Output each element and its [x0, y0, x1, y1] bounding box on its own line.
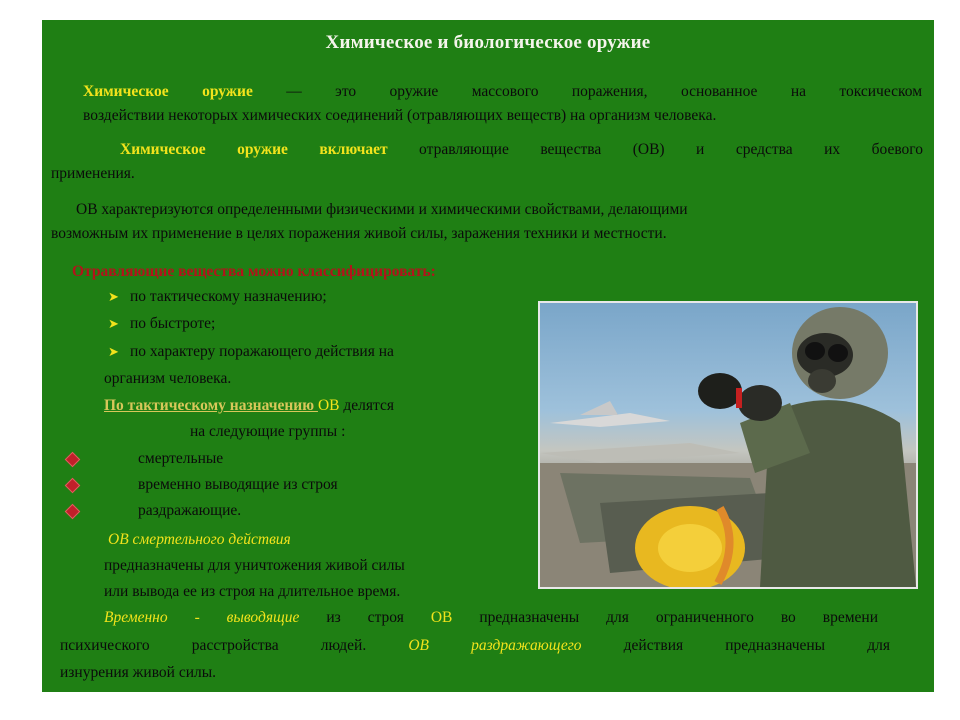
- soldier-gas-mask-photo: [538, 301, 918, 589]
- slide-title: Химическое и биологическое оружие: [325, 32, 651, 53]
- properties-line-1: ОВ характеризуются определенными физическими и химическими свойствами, делающими: [76, 201, 688, 218]
- final-term-2: ОВ раздражающего: [408, 637, 582, 654]
- definition-term: Химическое оружие: [83, 83, 253, 100]
- slide: [42, 20, 934, 692]
- diamond-bullet-icon: [65, 504, 81, 520]
- classification-heading: Отравляющие вещества можно классифицировать:: [72, 263, 436, 280]
- includes-term: Химическое оружие включает: [120, 141, 388, 158]
- final-text: предназначены для ограниченного во времени: [452, 609, 878, 626]
- definition-text: — это оружие массового поражения, основанное на токсическом: [252, 83, 922, 100]
- group-item: смертельные: [138, 450, 224, 467]
- arrow-bullet-icon: ➤: [108, 316, 119, 331]
- photo-illustration: [540, 303, 916, 587]
- arrow-bullet-icon: ➤: [108, 289, 119, 304]
- final-line-2: [60, 634, 890, 658]
- final-line-1: [104, 606, 878, 630]
- definition-line-1: [83, 80, 922, 104]
- classification-item-label: по тактическому назначению;: [130, 288, 327, 305]
- final-text: действия предназначены для: [581, 637, 890, 654]
- definition-line-2: воздействии некоторых химических соединений (отравляющих веществ) на организм человека.: [83, 107, 717, 124]
- final-term-1: Временно - выводящие: [104, 609, 300, 626]
- classification-item: [108, 285, 528, 309]
- includes-text: отравляющие вещества (ОВ) и средства их боевого: [387, 141, 924, 158]
- final-line-3: изнурения живой силы.: [60, 664, 217, 681]
- classification-item: [108, 340, 538, 364]
- ov-label: ОВ: [317, 397, 340, 414]
- final-text: из строя: [299, 609, 431, 626]
- includes-line-1: [120, 138, 923, 162]
- tactical-link-text: По тактическому назначению: [104, 397, 318, 414]
- lethal-heading: ОВ смертельного действия: [108, 531, 291, 548]
- arrow-bullet-icon: ➤: [108, 344, 119, 359]
- lethal-line-1: предназначены для уничтожения живой силы: [104, 557, 405, 574]
- classification-item: [108, 312, 528, 336]
- group-item: временно выводящие из строя: [138, 476, 338, 493]
- tactical-line-1: [104, 394, 534, 418]
- lethal-line-2: или вывода ее из строя на длительное время.: [104, 583, 401, 600]
- tactical-text: делятся: [339, 397, 394, 414]
- group-item: раздражающие.: [138, 502, 242, 519]
- classification-item-continuation: организм человека.: [104, 370, 232, 387]
- final-text: психического расстройства людей.: [60, 637, 409, 654]
- diamond-bullet-icon: [65, 478, 81, 494]
- classification-item-label: по быстроте;: [130, 315, 216, 332]
- ov-label: ОВ: [430, 609, 453, 626]
- diamond-bullet-icon: [65, 452, 81, 468]
- classification-item-label: по характеру поражающего действия на: [130, 343, 394, 360]
- tactical-line-2: на следующие группы :: [190, 423, 346, 440]
- includes-line-2: применения.: [51, 165, 135, 182]
- properties-line-2: возможным их применение в целях поражения живой силы, заражения техники и местности.: [51, 225, 667, 242]
